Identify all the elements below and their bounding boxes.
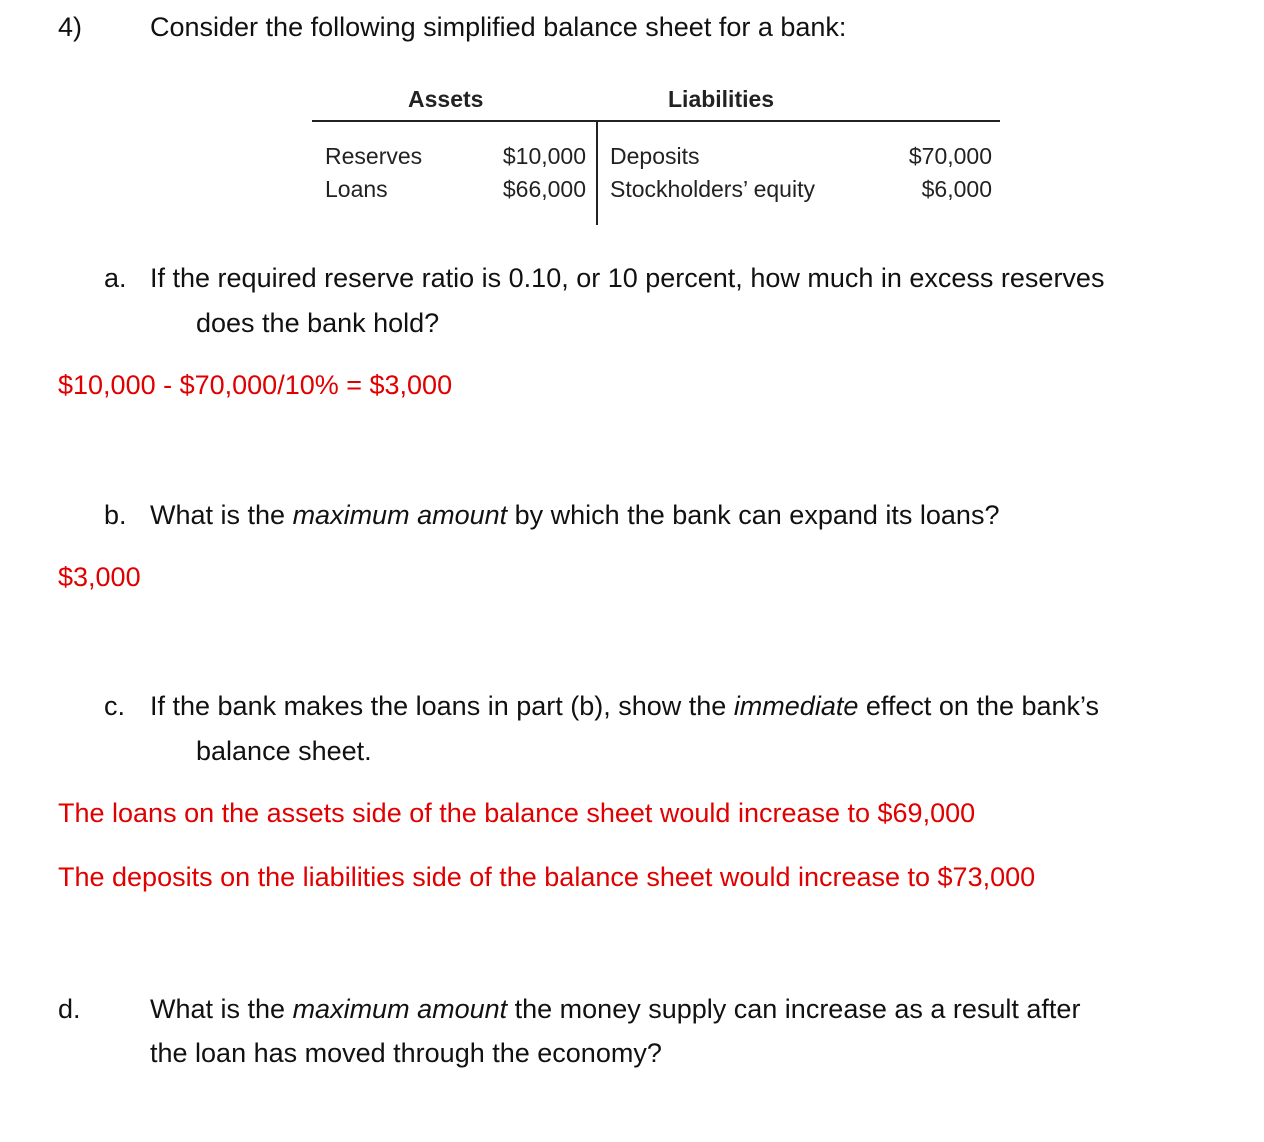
t-account-horizontal-rule	[312, 120, 1000, 122]
part-b-text-after: by which the bank can expand its loans?	[507, 500, 1000, 530]
part-a-answer: $10,000 - $70,000/10% = $3,000	[58, 370, 453, 400]
question-number: 4)	[58, 12, 83, 42]
liability-value-deposits: $70,000	[908, 143, 992, 169]
part-c-emphasis: immediate	[733, 691, 859, 721]
t-account-vertical-rule	[596, 120, 598, 225]
part-a-question-line2: does the bank hold?	[196, 308, 440, 338]
part-b-answer: $3,000	[58, 562, 141, 592]
part-d-question-line2: the loan has moved through the economy?	[150, 1038, 662, 1068]
asset-value-reserves: $10,000	[502, 143, 586, 169]
part-d-text-before: What is the	[150, 994, 293, 1024]
part-c-question-line1	[150, 689, 1099, 724]
question-prompt: Consider the following simplified balance sheet for a bank:	[150, 12, 847, 42]
part-d-text-after: the money supply can increase as a result after	[507, 994, 1081, 1024]
part-a-marker: a.	[104, 263, 127, 293]
part-c-marker: c.	[104, 691, 126, 721]
part-b-marker: b.	[104, 500, 127, 530]
liability-label-deposits: Deposits	[610, 143, 700, 169]
part-b-text-before: What is the	[150, 500, 293, 530]
part-d-question-line1	[150, 992, 1080, 1027]
asset-value-loans: $66,000	[502, 176, 586, 202]
liabilities-header: Liabilities	[668, 86, 775, 112]
liability-value-equity: $6,000	[921, 176, 992, 202]
assets-header: Assets	[408, 86, 484, 112]
part-c-text-after: effect on the bank’s	[858, 691, 1100, 721]
part-b-emphasis: maximum amount	[292, 500, 508, 530]
part-b-question	[150, 498, 999, 533]
part-c-answer-1: The loans on the assets side of the balance sheet would increase to $69,000	[58, 798, 976, 828]
part-a-question-line1: If the required reserve ratio is 0.10, or 10 percent, how much in excess reserves	[150, 263, 1105, 293]
asset-label-loans: Loans	[325, 176, 388, 202]
asset-label-reserves: Reserves	[325, 143, 423, 169]
part-d-emphasis: maximum amount	[292, 994, 508, 1024]
part-c-question-line2: balance sheet.	[196, 736, 372, 766]
part-d-marker: d.	[58, 994, 81, 1024]
part-c-text-before: If the bank makes the loans in part (b), show the	[150, 691, 734, 721]
liability-label-equity: Stockholders’ equity	[610, 176, 815, 202]
part-c-answer-2: The deposits on the liabilities side of the balance sheet would increase to $73,000	[58, 862, 1036, 892]
